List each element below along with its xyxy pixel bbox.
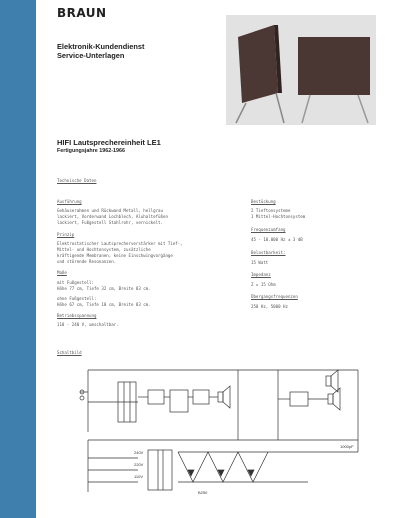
heading-bestueckung: Bestückung (251, 199, 276, 204)
heading-frequenzumfang: Frequenzumfang (251, 227, 286, 232)
frequenzumfang-value: 45 - 18.000 Hz ± 3 dB (251, 237, 303, 242)
bestueckung-line: 1 Mittel-Hochtonsystem (251, 214, 306, 219)
speaker-photo-illustration (226, 15, 376, 125)
production-years: Fertigungsjahre 1962-1966 (57, 148, 126, 154)
uebergangsfrequenzen-value: 250 Hz, 5000 Hz (251, 304, 288, 309)
masse-line: Höhe 77 cm, Tiefe 32 cm, Breite 83 cm. (57, 286, 151, 291)
schematic-label: 1000pF (340, 444, 354, 449)
betriebsspannung-value: 110 - 240 V, umschaltbar. (57, 322, 119, 327)
ausfuehrung-line: lackiert, Vorderwand Lochblech, Aluhaltefüßen (57, 214, 168, 219)
ausfuehrung-line: lackiert, Fußgestell Stahlrohr, vernickelt. (57, 220, 163, 225)
document-title: HIFI Lautsprechereinheit LE1 (57, 138, 161, 147)
blue-side-stripe (0, 0, 36, 518)
section-technical-data: Technische Daten (57, 178, 97, 183)
heading-uebergangsfrequenzen: Übergangsfrequenzen (251, 294, 298, 299)
masse-line: ohne Fußgestell: (57, 296, 97, 301)
ausfuehrung-line: Gehäuserahmen und Rückwand Metall, hellgrau (57, 208, 163, 213)
product-photo (226, 15, 376, 125)
bestueckung-line: 2 Tieftonsysteme (251, 208, 291, 213)
masse-line: mit Fußgestell: (57, 280, 94, 285)
impedanz-value: Z = 15 Ohm (251, 282, 276, 287)
heading-betriebsspannung: Betriebsspannung (57, 313, 97, 318)
schematic-label: 220V (134, 462, 144, 467)
heading-schaltbild: Schaltbild (57, 350, 82, 355)
prinzip-line: Mittel- und Hochtonsystem, zusätzliche (57, 247, 151, 252)
circuit-schematic (78, 362, 368, 507)
prinzip-line: und störende Resonanzen. (57, 259, 117, 264)
prinzip-line: kräftigende Membranen, keine Einschwingvorgänge (57, 253, 173, 258)
belastbarkeit-value: 15 Watt (251, 260, 269, 265)
schematic-label: 110V (134, 474, 144, 479)
header-line1: Elektronik-Kundendienst (57, 42, 145, 51)
prinzip-line: Elektrostatischer Lautsprecherverstärker mit Tief-, (57, 241, 183, 246)
header-line2: Service-Unterlagen (57, 51, 125, 60)
heading-masse: Maße (57, 270, 67, 275)
schematic-label: 240V (134, 450, 144, 455)
masse-line: Höhe 67 cm, Tiefe 10 cm, Breite 83 cm. (57, 302, 151, 307)
heading-belastbarkeit: Belastbarkeit: (251, 250, 286, 255)
heading-prinzip: Prinzip (57, 232, 75, 237)
schematic-label: B250 (198, 490, 208, 495)
heading-impedanz: Impedanz (251, 272, 271, 277)
braun-logo: BRAUN (57, 6, 107, 20)
heading-ausfuehrung: Ausführung (57, 199, 82, 204)
